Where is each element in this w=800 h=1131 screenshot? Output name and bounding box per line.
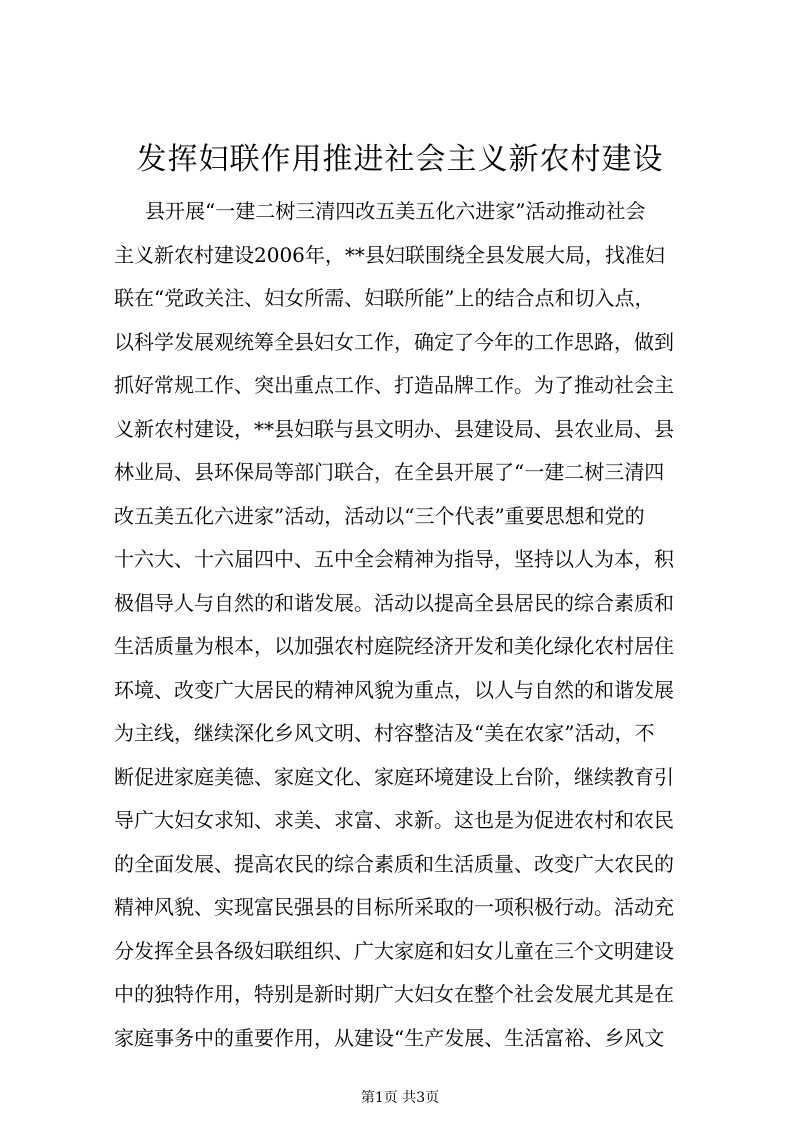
page-footer: 第1页 共3页: [360, 1090, 440, 1106]
text-line: 抓好常规工作、突出重点工作、打造品牌工作。为了推动社会主: [114, 373, 674, 397]
text-line: 中的独特作用，特别是新时期广大妇女在整个社会发展尤其是在: [114, 982, 674, 1006]
text-line: 环境、改变广大居民的精神风貌为重点，以人与自然的和谐发展: [114, 677, 674, 702]
text-line: 导广大妇女求知、求美、求富、求新。这也是为促进农村和农民: [114, 808, 674, 832]
text-line: 县开展“一建二树三清四改五美五化六进家”活动推动社会: [145, 199, 646, 223]
text-line: 的全面发展、提高农民的综合素质和生活质量、改变广大农民的: [114, 851, 674, 876]
text-line: 十六大、十六届四中、五中全会精神为指导，坚持以人为本，积: [114, 547, 674, 571]
text-line: 联在“党政关注、妇女所需、妇联所能”上的结合点和切入点，: [114, 286, 655, 310]
text-line: 生活质量为根本，以加强农村庭院经济开发和美化绿化农村居住: [114, 634, 674, 658]
text-line: 断促进家庭美德、家庭文化、家庭环境建设上台阶，继续教育引: [114, 764, 674, 789]
text-line: 极倡导人与自然的和谐发展。活动以提高全县居民的综合素质和: [114, 590, 674, 615]
text-line: 改五美五化六进家”活动，活动以“三个代表”重要思想和党的: [114, 503, 645, 528]
text-line: 为主线，继续深化乡风文明、村容整洁及“美在农家”活动，不: [114, 721, 655, 745]
document-title: 发挥妇联作用推进社会主义新农村建设: [136, 142, 664, 177]
text-line: 家庭事务中的重要作用，从建设“生产发展、生活富裕、乡风文: [114, 1025, 665, 1050]
text-line: 以科学发展观统筹全县妇女工作，确定了今年的工作思路，做到: [114, 329, 674, 354]
text-line: 分发挥全县各级妇联组织、广大家庭和妇女儿童在三个文明建设: [114, 938, 674, 963]
text-line: 主义新农村建设2006年，**县妇联围绕全县发展大局，找准妇: [114, 242, 665, 267]
text-line: 精神风貌、实现富民强县的目标所采取的一项积极行动。活动充: [114, 895, 674, 919]
text-line: 义新农村建设，**县妇联与县文明办、县建设局、县农业局、县: [114, 416, 674, 441]
text-line: 林业局、县环保局等部门联合，在全县开展了“一建二树三清四: [114, 460, 665, 484]
